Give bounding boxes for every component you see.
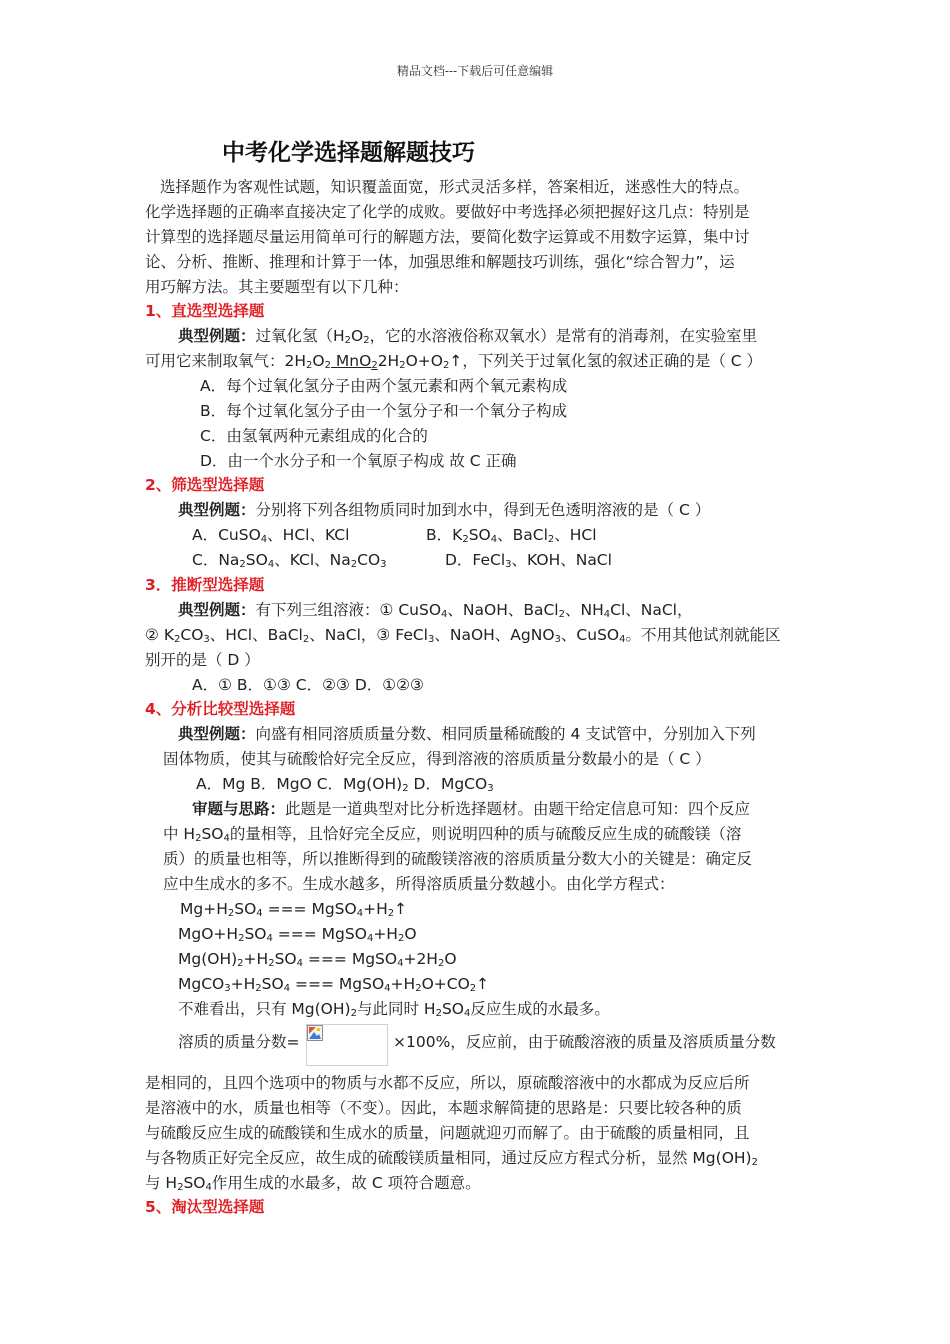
formula-image: [306, 1024, 388, 1066]
s4-options: A．Mg B．MgO C．$Mg(OH)_2$ D．MgCO$_3$: [196, 775, 494, 794]
fraction-label: 溶质的质量分数=: [178, 1033, 300, 1051]
equation-2: $MgO+H_2SO_4$ === $MgSO_4+H_2O$: [178, 925, 417, 944]
section-3-heading: 3．推断型选择题: [145, 576, 265, 594]
s4-analysis-line-4: 应中生成水的多不。生成水越多，所得溶质质量分数越小。由化学方程式：: [163, 875, 675, 893]
s4-body-line-2: 是溶液中的水，质量也相等（不变）。因此，本题求解简捷的思路是：只要比较各种的质: [145, 1099, 742, 1117]
s2-question: 典型例题：分别将下列各组物质同时加到水中，得到无色透明溶液的是（ C ）: [178, 501, 711, 519]
equation-4: $MgCO_3+H_2SO_4$ === $MgSO_4+H_2O+CO_2↑$: [178, 975, 490, 994]
equation-1: $Mg+H_2SO_4$ === $MgSO_4+H_2↑$: [180, 900, 408, 919]
s4-body-line-4: 与各物质正好完全反应，故生成的硫酸镁质量相同，通过反应方程式分析，显然 $Mg(OH)_2$: [145, 1149, 758, 1168]
section-1-heading: 1、直选型选择题: [145, 302, 265, 320]
s1-question-line-1: 典型例题：过氧化氢（$H_2O_2$，它的水溶液俗称双氧水）是常有的消毒剂，在实验室里: [178, 327, 758, 346]
s1-option-a: A．每个过氧化氢分子由两个氢元素和两个氧元素构成: [200, 377, 568, 395]
s3-options: A．① B．①③ C．②③ D．①②③: [192, 676, 424, 694]
s4-body-line-3: 与硫酸反应生成的硫酸镁和生成水的质量，问题就迎刃而解了。由于硫酸的质量相同，且: [145, 1124, 750, 1142]
s1-question-line-2: 可用它来制取氧气：$2H_2O_2$ $MnO_22H_2O+O_2↑$，下列关于过氧化氢的叙述正确的是（ C ）: [145, 352, 763, 371]
s4-analysis-line-1: 审题与思路：此题是一道典型对比分析选择题材。由题干给定信息可知：四个反应: [192, 800, 751, 818]
s4-body-line-1: 是相同的，且四个选项中的物质与水都不反应，所以，原硫酸溶液中的水都成为反应后所: [145, 1074, 750, 1092]
s2-option-a: A．CuSO$_4$、HCl、KCl: [192, 526, 350, 545]
intro-line-2: 化学选择题的正确率直接决定了化学的成败。要做好中考选择必须把握好这几点：特别是: [145, 203, 750, 221]
s2-option-c: C．$Na_2SO_4$、KCl、$Na_2CO_3$: [192, 551, 387, 570]
s2-option-b: B．$K_2SO_4$、BaCl$_2$、HCl: [426, 526, 597, 545]
section-4-heading: 4、分析比较型选择题: [145, 700, 296, 718]
s3-question-line-1: 典型例题：有下列三组溶液：① CuSO$_4$、NaOH、BaCl$_2$、$NH_4Cl$、NaCl，: [178, 601, 693, 620]
s2-option-d: D．FeCl$_3$、KOH、NaCl: [445, 551, 612, 570]
s4-analysis-line-2: 中 $H_2SO_4$的量相等，且恰好完全反应，则说明四种的质与硫酸反应生成的硫酸镁（溶: [163, 825, 742, 844]
intro-line-3: 计算型的选择题尽量运用简单可行的解题方法，要简化数字运算或不用数字运算，集中讨: [145, 228, 750, 246]
s3-question-line-3: 别开的是（ D ）: [145, 651, 260, 669]
catalyst-label: MnO: [330, 352, 372, 370]
equation-3: $Mg(OH)_2+H_2SO_4$ === $MgSO_4+2H_2O$: [178, 950, 457, 969]
s4-question-line-2: 固体物质，使其与硫酸恰好完全反应，得到溶液的溶质质量分数最小的是（ C ）: [163, 750, 711, 768]
intro-line-1: 选择题作为客观性试题，知识覆盖面宽，形式灵活多样，答案相近，迷惑性大的特点。: [160, 178, 750, 196]
intro-line-4: 论、分析、推断、推理和计算于一体，加强思维和解题技巧训练，强化“综合智力”，运: [145, 253, 735, 271]
s1-option-d: D．由一个水分子和一个氧原子构成 故 C 正确: [200, 452, 517, 470]
section-2-heading: 2、筛选型选择题: [145, 476, 265, 494]
s1-option-b: B．每个过氧化氢分子由一个氢分子和一个氧分子构成: [200, 402, 568, 420]
intro-line-5: 用巧解方法。其主要题型有以下几种：: [145, 278, 409, 296]
fraction-text: ×100%，反应前，由于硫酸溶液的质量及溶质质量分数: [393, 1033, 776, 1051]
broken-image-icon: [307, 1025, 323, 1041]
s4-analysis-line-3: 质）的质量也相等，所以推断得到的硫酸镁溶液的溶质质量分数大小的关键是：确定反: [163, 850, 753, 868]
s3-question-line-2: ② $K_2CO_3$、HCl、BaCl$_2$、NaCl，③ FeCl$_3$、NaOH、AgNO$_3$、CuSO$_4$。不用其他试剂就能区: [145, 626, 781, 645]
section-5-heading: 5、淘汰型选择题: [145, 1198, 265, 1216]
page-title: 中考化学选择题解题技巧: [222, 140, 475, 166]
s4-question-line-1: 典型例题：向盛有相同溶质质量分数、相同质量稀硫酸的 4 支试管中，分别加入下列: [178, 725, 756, 743]
s4-body-line-5: 与 $H_2SO_4$作用生成的水最多，故 C 项符合题意。: [145, 1174, 481, 1193]
page-header: 精品文档---下载后可任意编辑: [396, 64, 554, 78]
s1-option-c: C．由氢氧两种元素组成的化合的: [200, 427, 428, 445]
s4-conclusion: 不难看出，只有 $Mg(OH)_2$与此同时 $H_2SO_4$反应生成的水最多。: [178, 1000, 610, 1019]
